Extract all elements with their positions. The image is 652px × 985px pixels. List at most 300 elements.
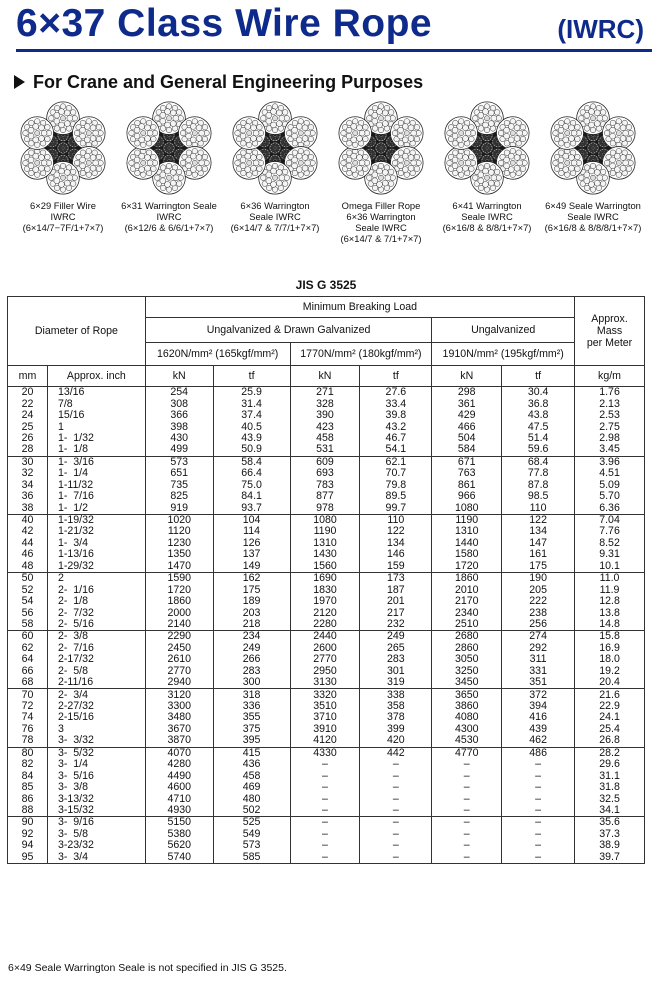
mbl-1910-tf-cell: – xyxy=(502,840,575,851)
mbl-1770-tf-cell: 134 xyxy=(360,538,432,549)
mbl-1770-tf-cell: 399 xyxy=(360,724,432,735)
mbl-1770-kn-cell: 1430 xyxy=(290,549,360,560)
mbl-1620-kn-cell: 2450 xyxy=(145,643,213,654)
mbl-1770-tf-cell: – xyxy=(360,770,432,781)
diameter-inch-cell: 2- 7/32 xyxy=(47,607,145,618)
mbl-1620-tf-cell: 25.9 xyxy=(213,387,290,399)
section-heading-text: For Crane and General Engineering Purposes xyxy=(33,72,424,92)
mbl-1910-kn-cell: 298 xyxy=(432,387,502,399)
mbl-1910-tf-cell: 98.5 xyxy=(502,491,575,502)
rope-name-line2: IWRC xyxy=(156,211,182,222)
mbl-1770-kn-cell: 1310 xyxy=(290,538,360,549)
mbl-1770-tf-cell: 338 xyxy=(360,689,432,701)
rope-cross-section-icon xyxy=(545,100,641,196)
mbl-1910-tf-cell: 462 xyxy=(502,735,575,747)
mbl-1620-tf-cell: 336 xyxy=(213,701,290,712)
approx-mass-cell: 22.9 xyxy=(575,701,645,712)
mbl-1770-tf-cell: 110 xyxy=(360,514,432,526)
diameter-inch-cell: 3- 5/16 xyxy=(47,770,145,781)
mbl-1770-tf-cell: 301 xyxy=(360,666,432,677)
approx-mass-cell: 2.13 xyxy=(575,398,645,409)
table-row-group xyxy=(8,817,645,864)
approx-mass-cell: 5.09 xyxy=(575,480,645,491)
mbl-1620-tf-cell: 549 xyxy=(213,829,290,840)
rope-name-line2: 6×36 Warrington xyxy=(346,211,416,222)
mbl-1910-tf-cell: – xyxy=(502,793,575,804)
mbl-1910-kn-cell: 3050 xyxy=(432,654,502,665)
mbl-1770-tf-cell: – xyxy=(360,759,432,770)
rope-cross-section-icon xyxy=(439,100,535,196)
diameter-mm-cell: 84 xyxy=(8,770,48,781)
mbl-1910-kn-cell: 671 xyxy=(432,456,502,468)
mass-header-line3: per Meter xyxy=(586,337,633,349)
mbl-1770-tf-cell: 217 xyxy=(360,607,432,618)
mbl-1620-kn-cell: 1350 xyxy=(145,549,213,560)
mbl-1770-tf-cell: 201 xyxy=(360,596,432,607)
mbl-1620-tf-cell: 480 xyxy=(213,793,290,804)
mbl-1620-tf-cell: 573 xyxy=(213,840,290,851)
mbl-1910-kn-cell: – xyxy=(432,782,502,793)
mbl-1910-kn-cell: 2680 xyxy=(432,631,502,643)
mbl-1620-kn-cell: 398 xyxy=(145,421,213,432)
rope-construction: (6×12/6 & 6/6/1+7×7) xyxy=(124,222,214,233)
diameter-mm-cell: 95 xyxy=(8,852,48,864)
mbl-1910-tf-cell: 394 xyxy=(502,701,575,712)
breaking-load-table xyxy=(7,296,645,864)
mbl-1770-kn-cell: 1190 xyxy=(290,526,360,537)
mbl-1770-tf-cell: 62.1 xyxy=(360,456,432,468)
mbl-1910-tf-cell: – xyxy=(502,770,575,781)
diameter-mm-cell: 88 xyxy=(8,805,48,817)
diameter-inch-cell: 2- 3/8 xyxy=(47,631,145,643)
diameter-inch-cell: 7/8 xyxy=(47,398,145,409)
unit-mm-header: mm xyxy=(8,366,48,387)
mbl-1910-tf-cell: 87.8 xyxy=(502,480,575,491)
mbl-1770-tf-cell: 319 xyxy=(360,677,432,689)
mbl-1620-tf-cell: 75.0 xyxy=(213,480,290,491)
mbl-1910-kn-cell: 466 xyxy=(432,421,502,432)
mbl-1910-tf-cell: 36.8 xyxy=(502,398,575,409)
approx-mass-cell: 29.6 xyxy=(575,759,645,770)
approx-mass-cell: 14.8 xyxy=(575,619,645,631)
diameter-inch-cell: 2- 1/8 xyxy=(47,596,145,607)
mbl-1770-tf-cell: 89.5 xyxy=(360,491,432,502)
mbl-1770-kn-cell: 783 xyxy=(290,480,360,491)
mbl-1770-kn-cell: 2280 xyxy=(290,619,360,631)
table-row-group xyxy=(8,573,645,631)
diameter-mm-cell: 38 xyxy=(8,502,48,514)
table-row xyxy=(8,387,645,399)
diameter-mm-cell: 90 xyxy=(8,817,48,829)
diameter-header: Diameter of Rope xyxy=(8,297,146,366)
unit-mass-header: kg/m xyxy=(575,366,645,387)
mbl-1620-tf-cell: 66.4 xyxy=(213,468,290,479)
diameter-inch-cell: 1- 7/16 xyxy=(47,491,145,502)
mbl-1620-kn-cell: 5380 xyxy=(145,829,213,840)
approx-mass-cell: 11.0 xyxy=(575,573,645,585)
mbl-1910-kn-cell: 861 xyxy=(432,480,502,491)
mbl-1910-tf-cell: 110 xyxy=(502,502,575,514)
mbl-1620-tf-cell: 175 xyxy=(213,584,290,595)
grade-1910-header: 1910N/mm² (195kgf/mm²) xyxy=(432,343,575,366)
mbl-1910-kn-cell: 966 xyxy=(432,491,502,502)
diameter-mm-cell: 86 xyxy=(8,793,48,804)
diameter-mm-cell: 42 xyxy=(8,526,48,537)
mbl-1620-kn-cell: 4600 xyxy=(145,782,213,793)
mbl-1910-kn-cell: 1720 xyxy=(432,561,502,573)
mbl-1620-tf-cell: 126 xyxy=(213,538,290,549)
unit-inch-header: Approx. inch xyxy=(47,366,145,387)
mbl-1620-kn-cell: 2610 xyxy=(145,654,213,665)
mbl-1620-kn-cell: 735 xyxy=(145,480,213,491)
mbl-1620-tf-cell: 355 xyxy=(213,712,290,723)
mbl-1910-tf-cell: 190 xyxy=(502,573,575,585)
mbl-1910-kn-cell: 2010 xyxy=(432,584,502,595)
mbl-1620-tf-cell: 283 xyxy=(213,666,290,677)
approx-mass-cell: 20.4 xyxy=(575,677,645,689)
page-title: 6×37 Class Wire Rope xyxy=(16,2,433,45)
table-row-group xyxy=(8,387,645,457)
approx-mass-cell: 37.3 xyxy=(575,829,645,840)
table-header xyxy=(8,297,645,387)
mbl-1620-tf-cell: 234 xyxy=(213,631,290,643)
mbl-1620-kn-cell: 3670 xyxy=(145,724,213,735)
mbl-1770-kn-cell: – xyxy=(290,793,360,804)
rope-construction: (6×14/7 & 7/7/1+7×7) xyxy=(230,222,320,233)
approx-mass-cell: 10.1 xyxy=(575,561,645,573)
mbl-1620-tf-cell: 375 xyxy=(213,724,290,735)
table-row xyxy=(8,735,645,747)
mbl-1620-kn-cell: 919 xyxy=(145,502,213,514)
mbl-1620-kn-cell: 499 xyxy=(145,444,213,456)
grade-1770-header: 1770N/mm² (180kgf/mm²) xyxy=(290,343,432,366)
mbl-1910-kn-cell: 584 xyxy=(432,444,502,456)
rope-name-line1: 6×31 Warrington Seale xyxy=(121,200,217,211)
diameter-mm-cell: 50 xyxy=(8,573,48,585)
title-block xyxy=(8,0,648,50)
mbl-1620-tf-cell: 502 xyxy=(213,805,290,817)
mbl-1770-kn-cell: 458 xyxy=(290,433,360,444)
mbl-1770-tf-cell: 378 xyxy=(360,712,432,723)
mbl-1620-kn-cell: 4930 xyxy=(145,805,213,817)
mbl-1620-kn-cell: 2770 xyxy=(145,666,213,677)
mbl-1770-tf-cell: – xyxy=(360,805,432,817)
mbl-1770-kn-cell: 1970 xyxy=(290,596,360,607)
diameter-mm-cell: 82 xyxy=(8,759,48,770)
mbl-1910-tf-cell: 372 xyxy=(502,689,575,701)
mbl-1620-kn-cell: 5740 xyxy=(145,852,213,864)
title-suffix: (IWRC) xyxy=(557,14,644,44)
diameter-mm-cell: 68 xyxy=(8,677,48,689)
diameter-mm-cell: 24 xyxy=(8,410,48,421)
mbl-1620-tf-cell: 415 xyxy=(213,747,290,759)
approx-mass-cell: 4.51 xyxy=(575,468,645,479)
mbl-1620-kn-cell: 430 xyxy=(145,433,213,444)
mbl-1770-kn-cell: 1830 xyxy=(290,584,360,595)
table-row xyxy=(8,491,645,502)
mbl-1910-tf-cell: – xyxy=(502,817,575,829)
diameter-inch-cell: 3- 3/4 xyxy=(47,852,145,864)
unit-tf-header: tf xyxy=(502,366,575,387)
rope-name-line1: Omega Filler Rope xyxy=(341,200,421,211)
mbl-1770-kn-cell: – xyxy=(290,805,360,817)
title-rule xyxy=(16,49,652,52)
mbl-1620-tf-cell: 585 xyxy=(213,852,290,864)
diameter-inch-cell: 1- 3/16 xyxy=(47,456,145,468)
mbl-1620-tf-cell: 43.9 xyxy=(213,433,290,444)
mbl-1910-tf-cell: 205 xyxy=(502,584,575,595)
table-row xyxy=(8,805,645,817)
mbl-1910-tf-cell: 68.4 xyxy=(502,456,575,468)
mbl-1770-kn-cell: 328 xyxy=(290,398,360,409)
mbl-1620-kn-cell: 1720 xyxy=(145,584,213,595)
mbl-1620-kn-cell: 4280 xyxy=(145,759,213,770)
mbl-1910-tf-cell: 47.5 xyxy=(502,421,575,432)
mbl-1620-kn-cell: 4490 xyxy=(145,770,213,781)
mbl-1770-kn-cell: 3710 xyxy=(290,712,360,723)
mbl-1910-kn-cell: 3250 xyxy=(432,666,502,677)
mbl-1910-kn-cell: – xyxy=(432,829,502,840)
grade-1620-header: 1620N/mm² (165kgf/mm²) xyxy=(145,343,290,366)
diameter-inch-cell: 15/16 xyxy=(47,410,145,421)
mbl-1770-kn-cell: 1690 xyxy=(290,573,360,585)
approx-mass-cell: 11.9 xyxy=(575,584,645,595)
mbl-1910-kn-cell: 1440 xyxy=(432,538,502,549)
mbl-1770-tf-cell: 159 xyxy=(360,561,432,573)
diameter-mm-cell: 62 xyxy=(8,643,48,654)
mbl-1910-kn-cell: 4300 xyxy=(432,724,502,735)
mbl-1910-tf-cell: 311 xyxy=(502,654,575,665)
table-row xyxy=(8,410,645,421)
approx-mass-cell: 38.9 xyxy=(575,840,645,851)
approx-mass-cell: 25.4 xyxy=(575,724,645,735)
diameter-mm-cell: 25 xyxy=(8,421,48,432)
approx-mass-cell: 2.53 xyxy=(575,410,645,421)
table-row xyxy=(8,573,645,585)
mbl-1770-kn-cell: – xyxy=(290,817,360,829)
mbl-1620-tf-cell: 266 xyxy=(213,654,290,665)
diameter-inch-cell: 1 xyxy=(47,421,145,432)
unit-kn-header: kN xyxy=(145,366,213,387)
mbl-1620-tf-cell: 84.1 xyxy=(213,491,290,502)
mbl-1770-tf-cell: 54.1 xyxy=(360,444,432,456)
diameter-inch-cell: 2- 7/16 xyxy=(47,643,145,654)
rope-name-line2: Seale IWRC xyxy=(249,211,301,222)
mbl-1910-kn-cell: – xyxy=(432,793,502,804)
mbl-1910-kn-cell: 2510 xyxy=(432,619,502,631)
mbl-1620-kn-cell: 2290 xyxy=(145,631,213,643)
mbl-1770-tf-cell: 33.4 xyxy=(360,398,432,409)
mbl-1620-kn-cell: 254 xyxy=(145,387,213,399)
mbl-1910-kn-cell: 1080 xyxy=(432,502,502,514)
mbl-1770-tf-cell: – xyxy=(360,829,432,840)
mbl-1770-tf-cell: 79.8 xyxy=(360,480,432,491)
mbl-1910-tf-cell: – xyxy=(502,805,575,817)
diameter-mm-cell: 76 xyxy=(8,724,48,735)
table-row xyxy=(8,840,645,851)
mbl-1910-kn-cell: 1580 xyxy=(432,549,502,560)
mbl-1770-kn-cell: 390 xyxy=(290,410,360,421)
mbl-1770-kn-cell: 531 xyxy=(290,444,360,456)
mbl-1620-tf-cell: 40.5 xyxy=(213,421,290,432)
mbl-1770-tf-cell: 187 xyxy=(360,584,432,595)
mbl-1910-tf-cell: 331 xyxy=(502,666,575,677)
mbl-1910-tf-cell: 77.8 xyxy=(502,468,575,479)
mbl-1910-kn-cell: 1860 xyxy=(432,573,502,585)
unit-kn-header: kN xyxy=(290,366,360,387)
rope-name-line1: 6×41 Warrington xyxy=(452,200,522,211)
mbl-1770-kn-cell: 2120 xyxy=(290,607,360,618)
mbl-1770-tf-cell: 43.2 xyxy=(360,421,432,432)
diameter-mm-cell: 58 xyxy=(8,619,48,631)
diameter-mm-cell: 92 xyxy=(8,829,48,840)
mbl-1620-kn-cell: 308 xyxy=(145,398,213,409)
mbl-1910-tf-cell: 122 xyxy=(502,514,575,526)
mbl-1620-kn-cell: 1590 xyxy=(145,573,213,585)
mbl-1910-tf-cell: 161 xyxy=(502,549,575,560)
mbl-1770-kn-cell: 3510 xyxy=(290,701,360,712)
mbl-1770-tf-cell: – xyxy=(360,782,432,793)
mbl-1770-tf-cell: 358 xyxy=(360,701,432,712)
diameter-inch-cell: 2- 5/16 xyxy=(47,619,145,631)
mass-header xyxy=(575,297,645,366)
diameter-inch-cell: 1- 1/8 xyxy=(47,444,145,456)
mbl-1620-tf-cell: 58.4 xyxy=(213,456,290,468)
approx-mass-cell: 24.1 xyxy=(575,712,645,723)
diameter-inch-cell: 1- 1/2 xyxy=(47,502,145,514)
mbl-1770-tf-cell: 173 xyxy=(360,573,432,585)
mbl-1770-kn-cell: 2440 xyxy=(290,631,360,643)
diameter-inch-cell: 3- 1/4 xyxy=(47,759,145,770)
diameter-inch-cell: 3- 3/32 xyxy=(47,735,145,747)
rope-item xyxy=(328,100,434,244)
mbl-1770-tf-cell: – xyxy=(360,852,432,864)
table-row xyxy=(8,502,645,514)
approx-mass-cell: 9.31 xyxy=(575,549,645,560)
diameter-inch-cell: 1-13/16 xyxy=(47,549,145,560)
approx-mass-cell: 34.1 xyxy=(575,805,645,817)
mbl-1910-kn-cell: 3650 xyxy=(432,689,502,701)
approx-mass-cell: 15.8 xyxy=(575,631,645,643)
rope-item xyxy=(116,100,222,233)
mbl-1620-kn-cell: 3120 xyxy=(145,689,213,701)
mbl-1910-tf-cell: 486 xyxy=(502,747,575,759)
diameter-inch-cell: 3- 5/8 xyxy=(47,829,145,840)
diameter-inch-cell: 3- 3/8 xyxy=(47,782,145,793)
rope-name-line1: 6×36 Warrington xyxy=(240,200,310,211)
diameter-mm-cell: 22 xyxy=(8,398,48,409)
mbl-1910-kn-cell: – xyxy=(432,805,502,817)
mbl-1620-kn-cell: 366 xyxy=(145,410,213,421)
diameter-inch-cell: 3-23/32 xyxy=(47,840,145,851)
table-row xyxy=(8,561,645,573)
mbl-1770-tf-cell: 249 xyxy=(360,631,432,643)
mbl-1770-kn-cell: 1560 xyxy=(290,561,360,573)
mbl-1770-kn-cell: – xyxy=(290,782,360,793)
diameter-mm-cell: 32 xyxy=(8,468,48,479)
rope-cross-section-icon xyxy=(227,100,323,196)
mbl-1770-kn-cell: – xyxy=(290,840,360,851)
diameter-mm-cell: 80 xyxy=(8,747,48,759)
mbl-1770-tf-cell: 232 xyxy=(360,619,432,631)
table-row xyxy=(8,817,645,829)
mbl-1910-kn-cell: – xyxy=(432,770,502,781)
diameter-inch-cell: 2 xyxy=(47,573,145,585)
mbl-1910-tf-cell: 238 xyxy=(502,607,575,618)
mbl-1910-tf-cell: 59.6 xyxy=(502,444,575,456)
diameter-inch-cell: 1-21/32 xyxy=(47,526,145,537)
diameter-mm-cell: 52 xyxy=(8,584,48,595)
standard-label: JIS G 3525 xyxy=(295,278,357,292)
mbl-1910-tf-cell: – xyxy=(502,852,575,864)
mbl-1910-kn-cell: 3860 xyxy=(432,701,502,712)
mbl-1910-kn-cell: 429 xyxy=(432,410,502,421)
mbl-1770-tf-cell: – xyxy=(360,793,432,804)
diameter-inch-cell: 2-11/16 xyxy=(47,677,145,689)
table-row xyxy=(8,852,645,864)
mbl-1620-kn-cell: 1020 xyxy=(145,514,213,526)
table-row xyxy=(8,677,645,689)
approx-mass-cell: 16.9 xyxy=(575,643,645,654)
mbl-1620-kn-cell: 1860 xyxy=(145,596,213,607)
diameter-mm-cell: 85 xyxy=(8,782,48,793)
rope-cross-section-icon xyxy=(121,100,217,196)
mbl-1620-tf-cell: 37.4 xyxy=(213,410,290,421)
mbl-1620-kn-cell: 1470 xyxy=(145,561,213,573)
mbl-1770-kn-cell: 609 xyxy=(290,456,360,468)
approx-mass-cell: 31.1 xyxy=(575,770,645,781)
table-row xyxy=(8,689,645,701)
mbl-1910-tf-cell: 134 xyxy=(502,526,575,537)
rope-name-line2: Seale IWRC xyxy=(461,211,513,222)
mbl-1770-kn-cell: 271 xyxy=(290,387,360,399)
diameter-mm-cell: 54 xyxy=(8,596,48,607)
table-row xyxy=(8,759,645,770)
mbl-1910-tf-cell: 222 xyxy=(502,596,575,607)
mbl-1620-kn-cell: 2940 xyxy=(145,677,213,689)
mbl-1770-kn-cell: – xyxy=(290,759,360,770)
mbl-1910-tf-cell: 292 xyxy=(502,643,575,654)
mbl-1910-kn-cell: – xyxy=(432,817,502,829)
rope-name-line2: IWRC xyxy=(50,211,76,222)
diameter-mm-cell: 78 xyxy=(8,735,48,747)
approx-mass-cell: 32.5 xyxy=(575,793,645,804)
mbl-header: Minimum Breaking Load xyxy=(145,297,574,318)
mbl-1620-tf-cell: 104 xyxy=(213,514,290,526)
diameter-inch-cell: 2-17/32 xyxy=(47,654,145,665)
diameter-mm-cell: 46 xyxy=(8,549,48,560)
diameter-inch-cell: 1-19/32 xyxy=(47,514,145,526)
rope-item xyxy=(222,100,328,233)
mbl-1770-tf-cell: 283 xyxy=(360,654,432,665)
approx-mass-cell: 39.7 xyxy=(575,852,645,864)
mbl-1620-tf-cell: 458 xyxy=(213,770,290,781)
approx-mass-cell: 21.6 xyxy=(575,689,645,701)
unit-tf-header: tf xyxy=(360,366,432,387)
mbl-1910-kn-cell: 4080 xyxy=(432,712,502,723)
mbl-1770-kn-cell: – xyxy=(290,852,360,864)
mbl-1620-tf-cell: 189 xyxy=(213,596,290,607)
mbl-1620-tf-cell: 300 xyxy=(213,677,290,689)
mbl-1910-tf-cell: 416 xyxy=(502,712,575,723)
mbl-1620-kn-cell: 825 xyxy=(145,491,213,502)
mbl-1770-kn-cell: 3910 xyxy=(290,724,360,735)
mbl-1620-tf-cell: 114 xyxy=(213,526,290,537)
approx-mass-cell: 2.75 xyxy=(575,421,645,432)
mbl-1620-kn-cell: 3870 xyxy=(145,735,213,747)
footnote: 6×49 Seale Warrington Seale is not specified in JIS G 3525. xyxy=(8,962,287,974)
diameter-mm-cell: 60 xyxy=(8,631,48,643)
